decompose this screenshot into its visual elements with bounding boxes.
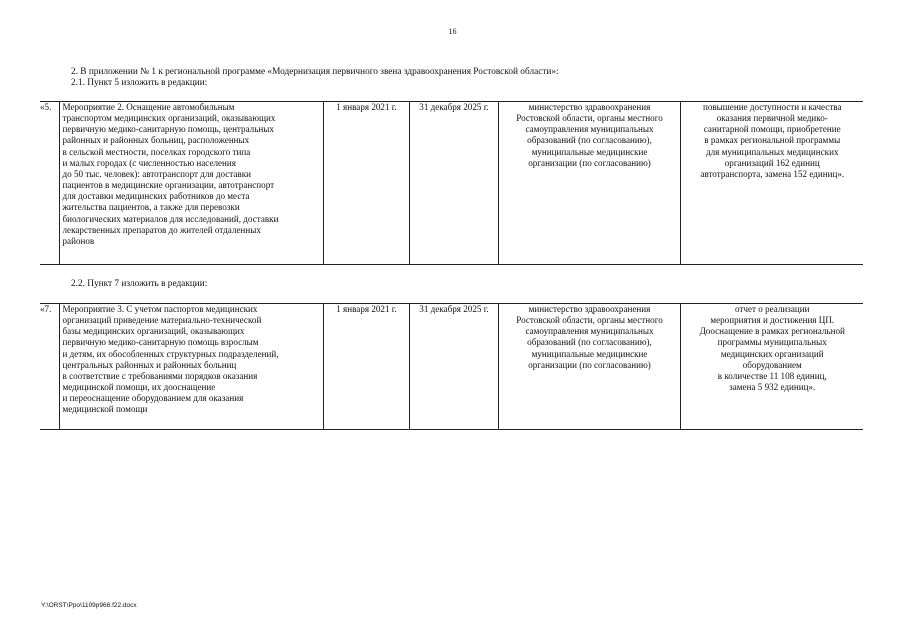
row-number: «5. <box>40 102 52 112</box>
expected-result: отчет о реализации мероприятия и достижения ЦП. Дооснащение в рамках региональной программы муниципальных медицинских организаций оборудованием в количестве 11 108 единиц, замена 5 932 единиц». <box>699 304 845 393</box>
program-table-item-7 <box>40 303 863 430</box>
end-date-cell <box>409 304 498 430</box>
executors: министерство здравоохранения Ростовской области, органы местного самоуправления муниципальных образований (по согласованию), муниципальные медицинские организации (по согласованию) <box>516 102 663 168</box>
table-row <box>40 102 863 265</box>
executors-cell <box>498 102 680 265</box>
event-description: Мероприятие 3. С учетом паспортов медицинских организаций приведение материально-технической базы медицинских организаций, оказывающих первичную медико-санитарную помощь взрослым и детям, их обособленных структурных подразделений, центральных районных и районных больниц в соответствие с требованиями порядков оказания медицинской помощи, их дооснащение и переоснащение оборудованием для оказания медицинской помощи <box>62 304 279 415</box>
event-description: Мероприятие 2. Оснащение автомобильным транспортом медицинских организаций, оказывающих первичную медико-санитарную помощь, центральных районных и районных больниц, расположенных в сельской местности, поселках городского типа и малых городах (с численностью населения до 50 тыс. человек): автотранспорт для доставки пациентов в медицинские организации, автотранспорт для доставки медицинских работников до места жительства пациентов, а также для перевозки биологических материалов для исследований, доставки лекарственных препаратов до жителей отдаленных районов <box>62 102 279 246</box>
amendment-intro: 2. В приложении № 1 к региональной программе «Модернизация первичного звена здравоохранения Ростовской области»: <box>71 67 559 77</box>
start-date: 1 января 2021 г. <box>336 102 397 112</box>
program-table-item-5 <box>40 101 863 265</box>
executors-cell <box>498 304 680 430</box>
executors: министерство здравоохранения Ростовской области, органы местного самоуправления муниципальных образований (по согласованию), муниципальные медицинские организации (по согласованию) <box>516 304 663 370</box>
clause-7-intro: 2.2. Пункт 7 изложить в редакции: <box>71 279 208 289</box>
row-number: «7. <box>40 304 52 314</box>
expected-result: повышение доступности и качества оказания первичной медико- санитарной помощи, приобретение в рамках региональной программы для муниципальных медицинских организаций 162 единиц автотранспорта, замена 152 единиц». <box>700 102 845 179</box>
start-date-cell <box>323 102 409 265</box>
event-cell <box>59 304 323 430</box>
result-cell <box>680 304 863 430</box>
document-file-path: Y:\ORST\Ppo\1109p966.f22.docx <box>41 602 137 609</box>
page-number: 16 <box>448 27 457 36</box>
end-date: 31 декабря 2025 г. <box>419 102 489 112</box>
row-number-cell <box>40 102 59 265</box>
row-number-cell <box>40 304 59 430</box>
start-date-cell <box>323 304 409 430</box>
event-cell <box>59 102 323 265</box>
table-row <box>40 304 863 430</box>
result-cell <box>680 102 863 265</box>
end-date-cell <box>409 102 498 265</box>
end-date: 31 декабря 2025 г. <box>419 304 489 314</box>
start-date: 1 января 2021 г. <box>336 304 397 314</box>
clause-5-intro: 2.1. Пункт 5 изложить в редакции: <box>71 78 208 88</box>
